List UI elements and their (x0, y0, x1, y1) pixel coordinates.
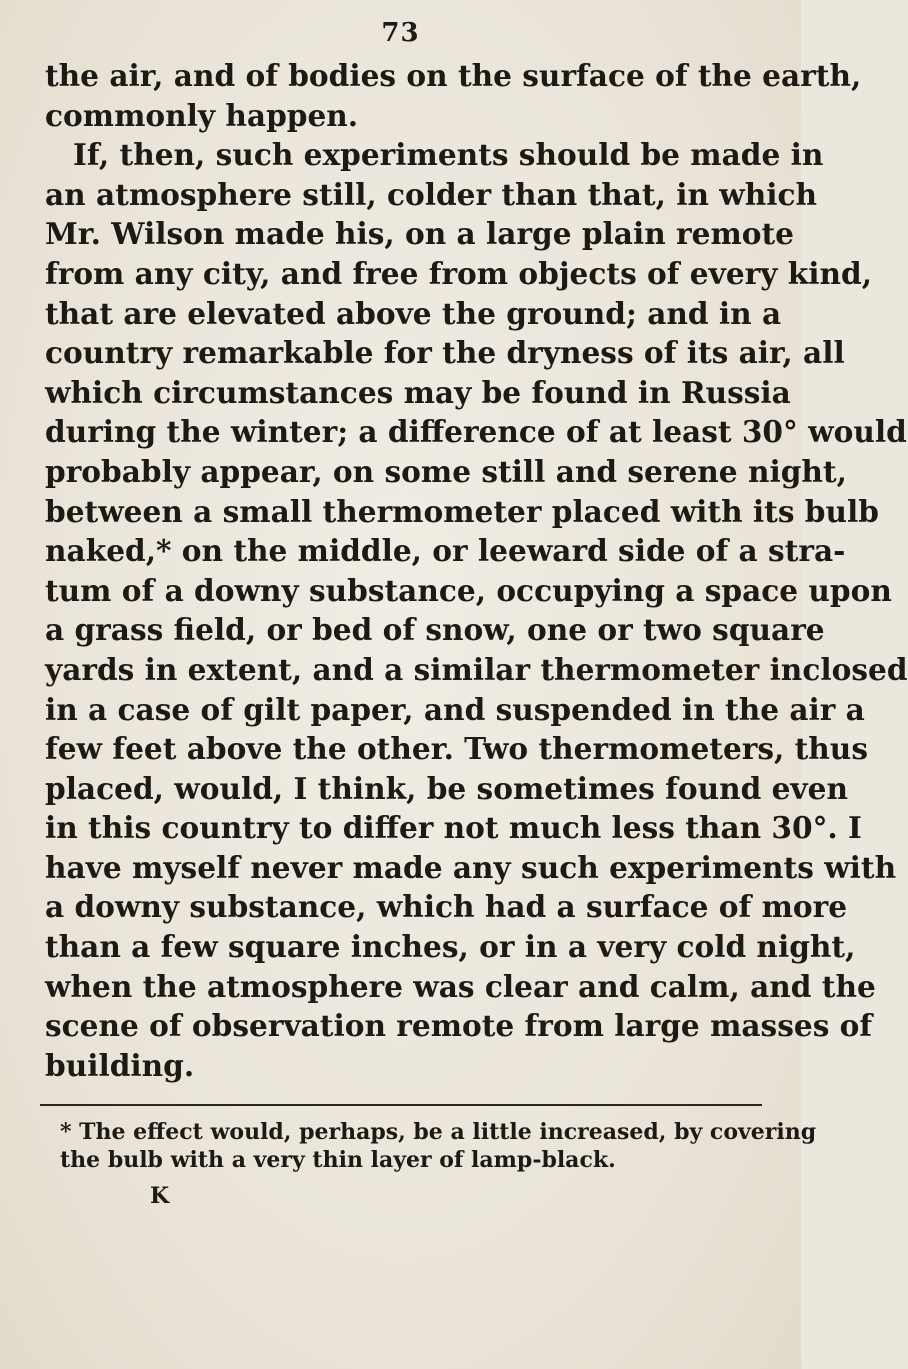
body-line: between a small thermometer placed with its bulb (45, 493, 879, 529)
body-text (45, 56, 908, 1085)
body-line: the air, and of bodies on the surface of the earth, (45, 58, 862, 93)
body-line: an atmosphere still, colder than that, in which (45, 176, 818, 212)
body-line: tum of a downy substance, occupying a space upon (45, 572, 892, 608)
body-line: than a few square inches, or in a very cold night, (45, 929, 856, 965)
body-line: a grass field, or bed of snow, one or two square (45, 612, 825, 648)
footnote-line: the bulb with a very thin layer of lamp-black. (60, 1147, 616, 1173)
body-line: when the atmosphere was clear and calm, and the (45, 968, 876, 1004)
body-line: building. (45, 1047, 195, 1083)
body-line: from any city, and free from objects of every kind, (45, 255, 873, 291)
footnote (60, 1118, 817, 1174)
body-line: probably appear, on some still and serene night, (45, 453, 847, 489)
body-line: that are elevated above the ground; and in a (45, 295, 782, 331)
body-line: few feet above the other. Two thermometers, thus (45, 731, 868, 767)
body-line: have myself never made any such experiments with (45, 849, 897, 885)
body-line: scene of observation remote from large masses of (45, 1008, 873, 1044)
body-line: a downy substance, which had a surface of more (45, 889, 848, 925)
body-line: country remarkable for the dryness of its air, all (45, 335, 845, 371)
body-line: in this country to differ not much less than 30°. I (45, 810, 862, 846)
body-line: which circumstances may be found in Russia (45, 374, 791, 410)
page-number: 73 (381, 18, 420, 48)
body-line: If, then, such experiments should be made in (73, 137, 824, 173)
body-line: commonly happen. (45, 97, 359, 133)
footnote-line: * The effect would, perhaps, be a little increased, by covering (60, 1119, 817, 1145)
signature-mark: K (150, 1183, 170, 1209)
body-line: yards in extent, and a similar thermometer inclosed (45, 651, 908, 687)
body-line: in a case of gilt paper, and suspended in the air a (45, 691, 865, 727)
body-line: Mr. Wilson made his, on a large plain remote (45, 216, 795, 252)
body-line: naked,* on the middle, or leeward side of a stra- (45, 533, 846, 569)
body-line: placed, would, I think, be sometimes found even (45, 770, 848, 806)
body-line: during the winter; a difference of at least 30° would (45, 414, 907, 450)
footnote-divider (40, 1104, 762, 1106)
